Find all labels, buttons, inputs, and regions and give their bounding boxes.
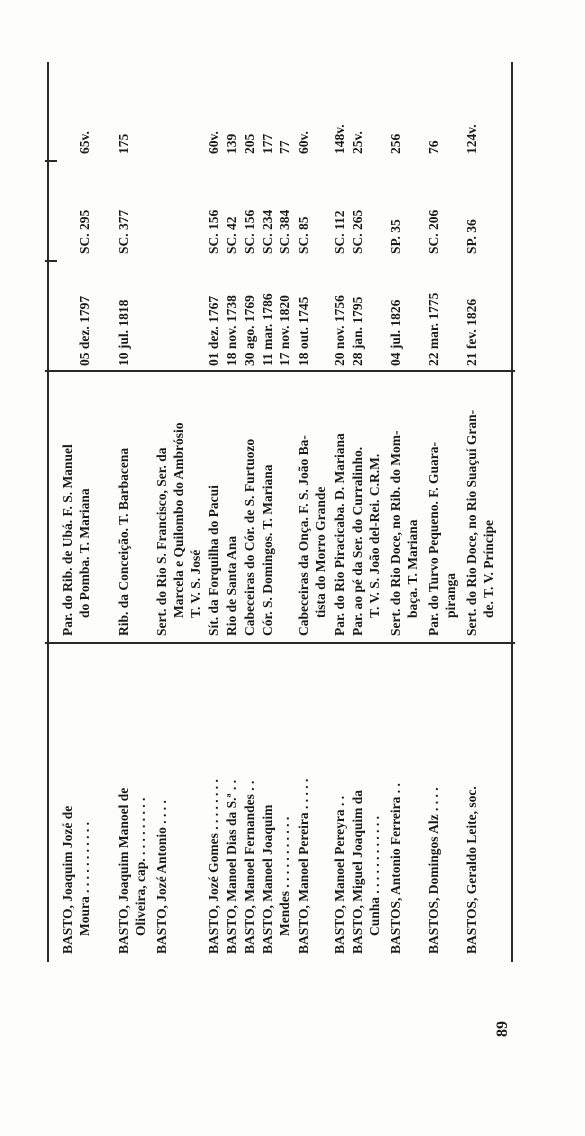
entry-name-line: BASTO, Manoel Dias da S.ª . . bbox=[224, 779, 239, 954]
entry-code-line: SC. 234 bbox=[260, 209, 275, 254]
entry-code-line: SC. 206 bbox=[426, 209, 441, 254]
entry-place bbox=[153, 374, 204, 636]
entry-code bbox=[259, 172, 293, 254]
entry-code-line: SC. 384 bbox=[277, 209, 292, 254]
table-top-rule bbox=[47, 62, 49, 962]
entry-folio-line: 60v. bbox=[296, 131, 311, 154]
entry-code bbox=[425, 172, 442, 254]
entry-place-line: T. V. S. José bbox=[188, 549, 203, 618]
entry-name bbox=[241, 644, 258, 954]
entry-code-line: SC. 112 bbox=[332, 210, 347, 254]
entry-name bbox=[331, 644, 348, 954]
entry-place-line: Cabeceiras da Onça. F. S. João Ba- bbox=[296, 435, 311, 636]
entry-name-line: BASTO, Miguel Joaquim da bbox=[350, 789, 365, 954]
entry-place-line: Cór. S. Domingos. T. Mariana bbox=[260, 464, 275, 636]
entry-folio-line: 205 bbox=[242, 133, 257, 154]
entry-folio-line: 65v. bbox=[77, 131, 92, 154]
entry-folio bbox=[205, 70, 222, 154]
entry-folio-line: 77 bbox=[277, 140, 292, 154]
entry-folio-line: 124v. bbox=[464, 124, 479, 154]
entry-name bbox=[387, 644, 404, 954]
entry-place-line: Sert. do Rio Doce, no Rio Suaçuí Gran- bbox=[464, 409, 479, 636]
entry-folio bbox=[59, 70, 93, 154]
entry-date bbox=[205, 266, 222, 366]
entry-code bbox=[349, 172, 366, 254]
entry-date-line: 05 dez. 1797 bbox=[77, 295, 92, 366]
entry-code-line: SC. 156 bbox=[206, 209, 221, 254]
entry-place-line: Sert. do Rio Doce, no Rib. do Mom- bbox=[388, 430, 403, 636]
entry-folio-line: 148v. bbox=[332, 124, 347, 154]
entry-place bbox=[241, 374, 258, 636]
entry-folio-line: 76 bbox=[426, 140, 441, 154]
entry-place-line: Rib. da Conceição. T. Barbacena bbox=[116, 447, 131, 636]
entry-place bbox=[295, 374, 329, 636]
entry-name-line: BASTOS, Domingos Alz . . . . bbox=[426, 787, 441, 954]
entry-place bbox=[115, 374, 132, 636]
entry-code-line bbox=[59, 172, 76, 254]
entry-place-line: Par. do Rio Piracicaba. D. Mariana bbox=[332, 433, 347, 636]
entry-folio-line: 139 bbox=[224, 133, 239, 154]
entry-code-line: SP. 36 bbox=[464, 219, 479, 254]
entry-date-line: 18 out. 1745 bbox=[296, 296, 311, 366]
entry-name-line: Oliveira, cap. . . . . . . . . . bbox=[133, 797, 148, 936]
entry-folio bbox=[115, 70, 132, 154]
entry-code bbox=[59, 172, 93, 254]
entry-date-line: 04 jul. 1826 bbox=[388, 299, 403, 366]
entry-date bbox=[463, 266, 480, 366]
entry-place bbox=[205, 374, 222, 636]
entry-place-line: Par. ao pé da Ser. do Curralinho. bbox=[350, 446, 365, 636]
entry-place-line: Rio de Santa Ana bbox=[224, 535, 239, 636]
entry-place-line: Marcela e Quilombo do Ambrósio bbox=[171, 422, 186, 618]
entry-date bbox=[331, 266, 348, 366]
entry-date-line: 11 mar. 1786 bbox=[260, 293, 275, 366]
entry-place-line: T. V. S. João del-Rei. C.R.M. bbox=[367, 453, 382, 618]
entry-name bbox=[59, 644, 93, 954]
entry-name-line: BASTO, Manoel Fernandes . . bbox=[242, 780, 257, 954]
entry-folio bbox=[349, 70, 366, 154]
entry-place-line: Sít. da Forquilha do Pacui bbox=[206, 485, 221, 636]
rotated-register-table bbox=[45, 62, 515, 962]
entry-folio bbox=[241, 70, 258, 154]
entry-date bbox=[223, 266, 240, 366]
entry-folio bbox=[387, 70, 404, 154]
entry-name bbox=[463, 644, 480, 954]
entry-date bbox=[59, 266, 93, 366]
entry-place bbox=[425, 374, 459, 636]
entry-place bbox=[331, 374, 348, 636]
entry-date bbox=[349, 266, 366, 366]
entry-name-line: BASTOS, Antonio Ferreira . . bbox=[388, 783, 403, 954]
entry-place bbox=[349, 374, 383, 636]
entry-place bbox=[259, 374, 276, 636]
entry-date-line bbox=[59, 266, 76, 366]
entry-date-line: 28 jan. 1795 bbox=[350, 296, 365, 366]
entry-code-line: SC. 156 bbox=[242, 209, 257, 254]
entry-date-line: 18 nov. 1738 bbox=[224, 295, 239, 366]
entry-place bbox=[463, 374, 497, 636]
entry-date bbox=[241, 266, 258, 366]
entry-date bbox=[295, 266, 312, 366]
entry-place-line: do Pomba. T. Mariana bbox=[77, 488, 92, 618]
entry-name-line: BASTO, Jozé Gomes . . . . . . . . bbox=[206, 779, 221, 954]
entry-place-line: Par. do Turvo Pequeno. F. Guara- bbox=[426, 441, 441, 636]
entry-folio-line: 25v. bbox=[350, 131, 365, 154]
entry-date bbox=[259, 266, 293, 366]
entry-code bbox=[331, 172, 348, 254]
entry-name bbox=[153, 644, 170, 954]
entry-name bbox=[259, 644, 293, 954]
entry-folio bbox=[223, 70, 240, 154]
entry-date-line: 01 dez. 1767 bbox=[206, 295, 221, 366]
entry-code-line: SC. 295 bbox=[77, 209, 92, 254]
entry-name-line: Moura . . . . . . . . . . . bbox=[77, 822, 92, 936]
entry-place bbox=[387, 374, 421, 636]
entry-name bbox=[115, 644, 149, 954]
entry-name bbox=[223, 644, 240, 954]
entry-name-line: BASTOS, Geraldo Leite, soc. bbox=[464, 786, 479, 954]
entry-date-line: 10 jul. 1818 bbox=[116, 299, 131, 366]
entry-date-line: 22 mar. 1775 bbox=[426, 292, 441, 366]
entry-code bbox=[241, 172, 258, 254]
entry-name bbox=[349, 644, 383, 954]
entry-place-line: de. T. V. Príncipe bbox=[481, 519, 496, 618]
entry-name bbox=[425, 644, 442, 954]
entry-name bbox=[205, 644, 222, 954]
entry-name bbox=[295, 644, 312, 954]
entry-date-line: 21 fev. 1826 bbox=[464, 298, 479, 366]
column-rule-date-code bbox=[45, 261, 57, 263]
entry-code bbox=[295, 172, 312, 254]
entry-date-line: 20 nov. 1756 bbox=[332, 295, 347, 366]
entry-code-line: SC. 377 bbox=[116, 209, 131, 254]
entry-code bbox=[115, 172, 132, 254]
entry-folio bbox=[259, 70, 293, 154]
column-rule-code-folio bbox=[45, 161, 57, 163]
entry-place-line: piranga bbox=[443, 572, 458, 618]
entry-name-line: BASTO, Joaquim Jozé de bbox=[60, 805, 75, 954]
entry-code-line: SC. 42 bbox=[224, 216, 239, 254]
entry-date-line: 17 nov. 1820 bbox=[277, 295, 292, 366]
table-bottom-rule bbox=[511, 62, 513, 962]
entry-code-line: SP. 35 bbox=[388, 219, 403, 254]
entry-place-line: Sert. do Rio S. Francisco, Ser. da bbox=[154, 447, 169, 636]
entry-name-line: Mendes . . . . . . . . . . . bbox=[277, 816, 292, 936]
entry-code-line: SC. 265 bbox=[350, 209, 365, 254]
entry-folio-line bbox=[59, 70, 76, 154]
entry-name-line: Cunha . . . . . . . . . . . . bbox=[367, 815, 382, 936]
entry-date bbox=[425, 266, 442, 366]
entry-folio-line: 256 bbox=[388, 133, 403, 154]
entry-date bbox=[115, 266, 132, 366]
entry-folio bbox=[425, 70, 442, 154]
entry-place bbox=[223, 374, 240, 636]
entry-name-line: BASTO, Jozé Antonio . . . . bbox=[154, 800, 169, 954]
entry-name-line: BASTO, Manoel Joaquim bbox=[260, 804, 275, 954]
entry-folio bbox=[295, 70, 312, 154]
entry-code bbox=[223, 172, 240, 254]
entry-code-line: SC. 85 bbox=[296, 216, 311, 254]
entry-name-line: BASTO, Manoel Pereyra . . bbox=[332, 795, 347, 954]
column-rule-place-date bbox=[45, 371, 515, 373]
entry-date bbox=[387, 266, 404, 366]
page-number: 89 bbox=[494, 1021, 511, 1037]
entry-place-line: Cabeceiras do Cór. de S. Furtuozo bbox=[242, 438, 257, 636]
entry-name-line: BASTO, Manoel Pereira . . . . . bbox=[296, 778, 311, 954]
entry-place-line: tista do Morro Grande bbox=[313, 486, 328, 618]
entry-name-line: BASTO, Joaquim Manoel de bbox=[116, 787, 131, 954]
entry-place-line: Par. do Rib. de Ubá. F. S. Manuel bbox=[60, 444, 75, 636]
entry-folio-line: 177 bbox=[260, 133, 275, 154]
entry-code bbox=[205, 172, 222, 254]
entry-folio-line: 175 bbox=[116, 133, 131, 154]
entry-date-line: 30 ago. 1769 bbox=[242, 295, 257, 366]
entry-folio bbox=[331, 70, 348, 154]
entry-code bbox=[387, 172, 404, 254]
entry-folio bbox=[463, 70, 480, 154]
entry-place-line: baça. T. Mariana bbox=[405, 519, 420, 618]
entry-place bbox=[59, 374, 93, 636]
entry-code bbox=[463, 172, 480, 254]
entry-folio-line: 60v. bbox=[206, 131, 221, 154]
